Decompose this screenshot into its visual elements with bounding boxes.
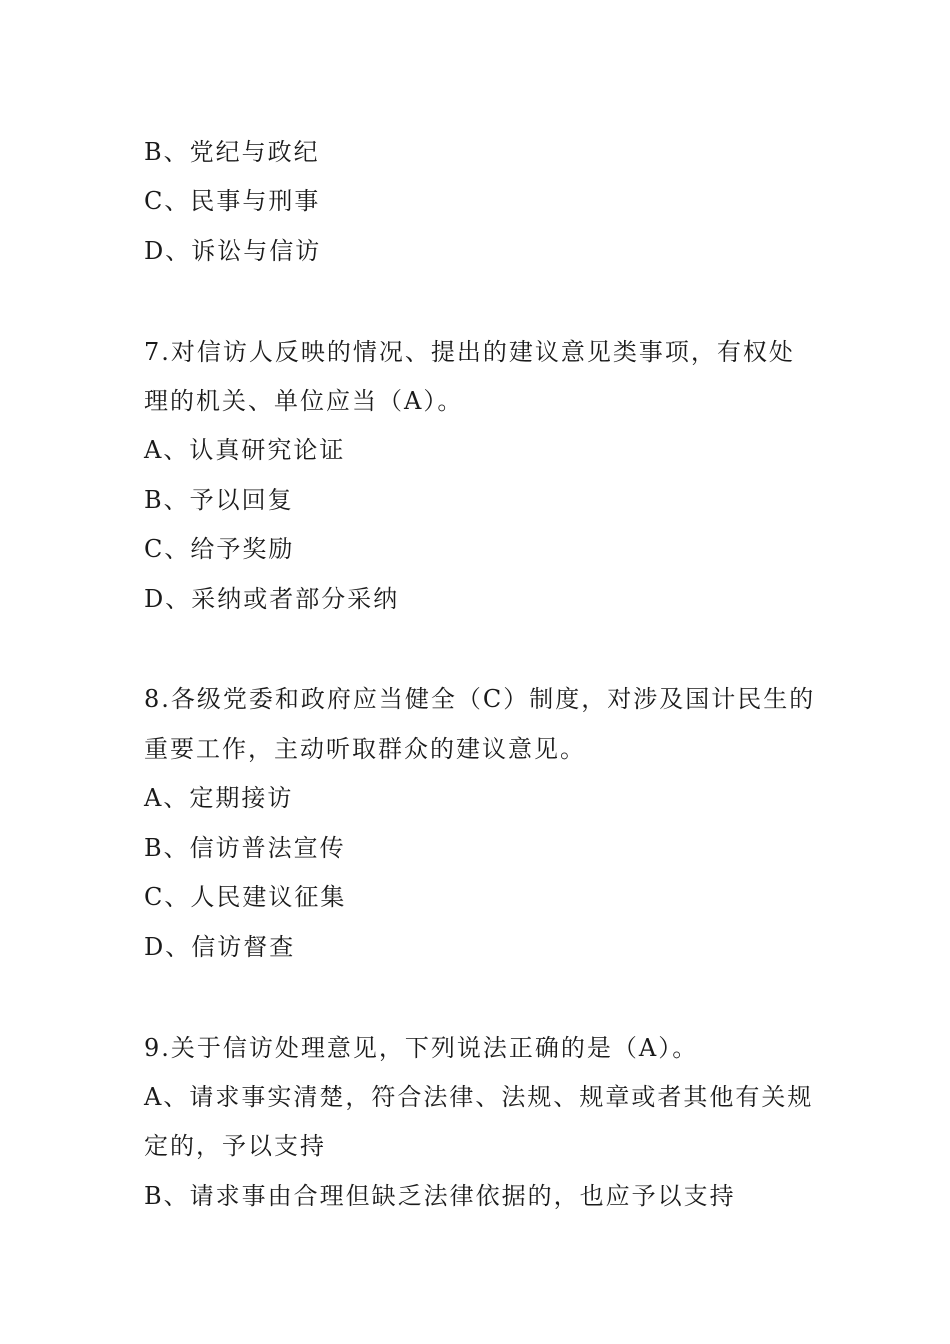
q9-option-a-line2: 定的，予以支持	[144, 1132, 326, 1160]
q9-option-b: B、请求事由合理但缺乏法律依据的，也应予以支持	[144, 1182, 736, 1210]
q8-option-c: C、人民建议征集	[144, 883, 347, 911]
q8-option-d: D、信访督查	[144, 933, 296, 961]
q6-option-b: B、党纪与政纪	[144, 138, 320, 166]
q6-option-d: D、诉讼与信访	[144, 237, 322, 265]
q8-stem-line2: 重要工作，主动听取群众的建议意见。	[144, 735, 586, 763]
q9-option-a-line1: A、请求事实清楚，符合法律、法规、规章或者其他有关规	[144, 1083, 814, 1111]
q7-option-d: D、采纳或者部分采纳	[144, 585, 400, 613]
q7-option-a: A、认真研究论证	[144, 436, 346, 464]
q8-stem-line1: 8.各级党委和政府应当健全（C）制度，对涉及国计民生的	[144, 685, 816, 713]
q8-option-b: B、信访普法宣传	[144, 834, 346, 862]
q9-stem-line1: 9.关于信访处理意见，下列说法正确的是（A）。	[144, 1034, 699, 1062]
q8-option-a: A、定期接访	[144, 784, 294, 812]
q7-option-b: B、予以回复	[144, 486, 294, 514]
q7-stem-line1: 7.对信访人反映的情况、提出的建议意见类事项，有权处	[144, 338, 795, 366]
q7-option-c: C、给予奖励	[144, 535, 295, 563]
q6-option-c: C、民事与刑事	[144, 187, 321, 215]
q7-stem-line2: 理的机关、单位应当（A）。	[144, 387, 464, 415]
